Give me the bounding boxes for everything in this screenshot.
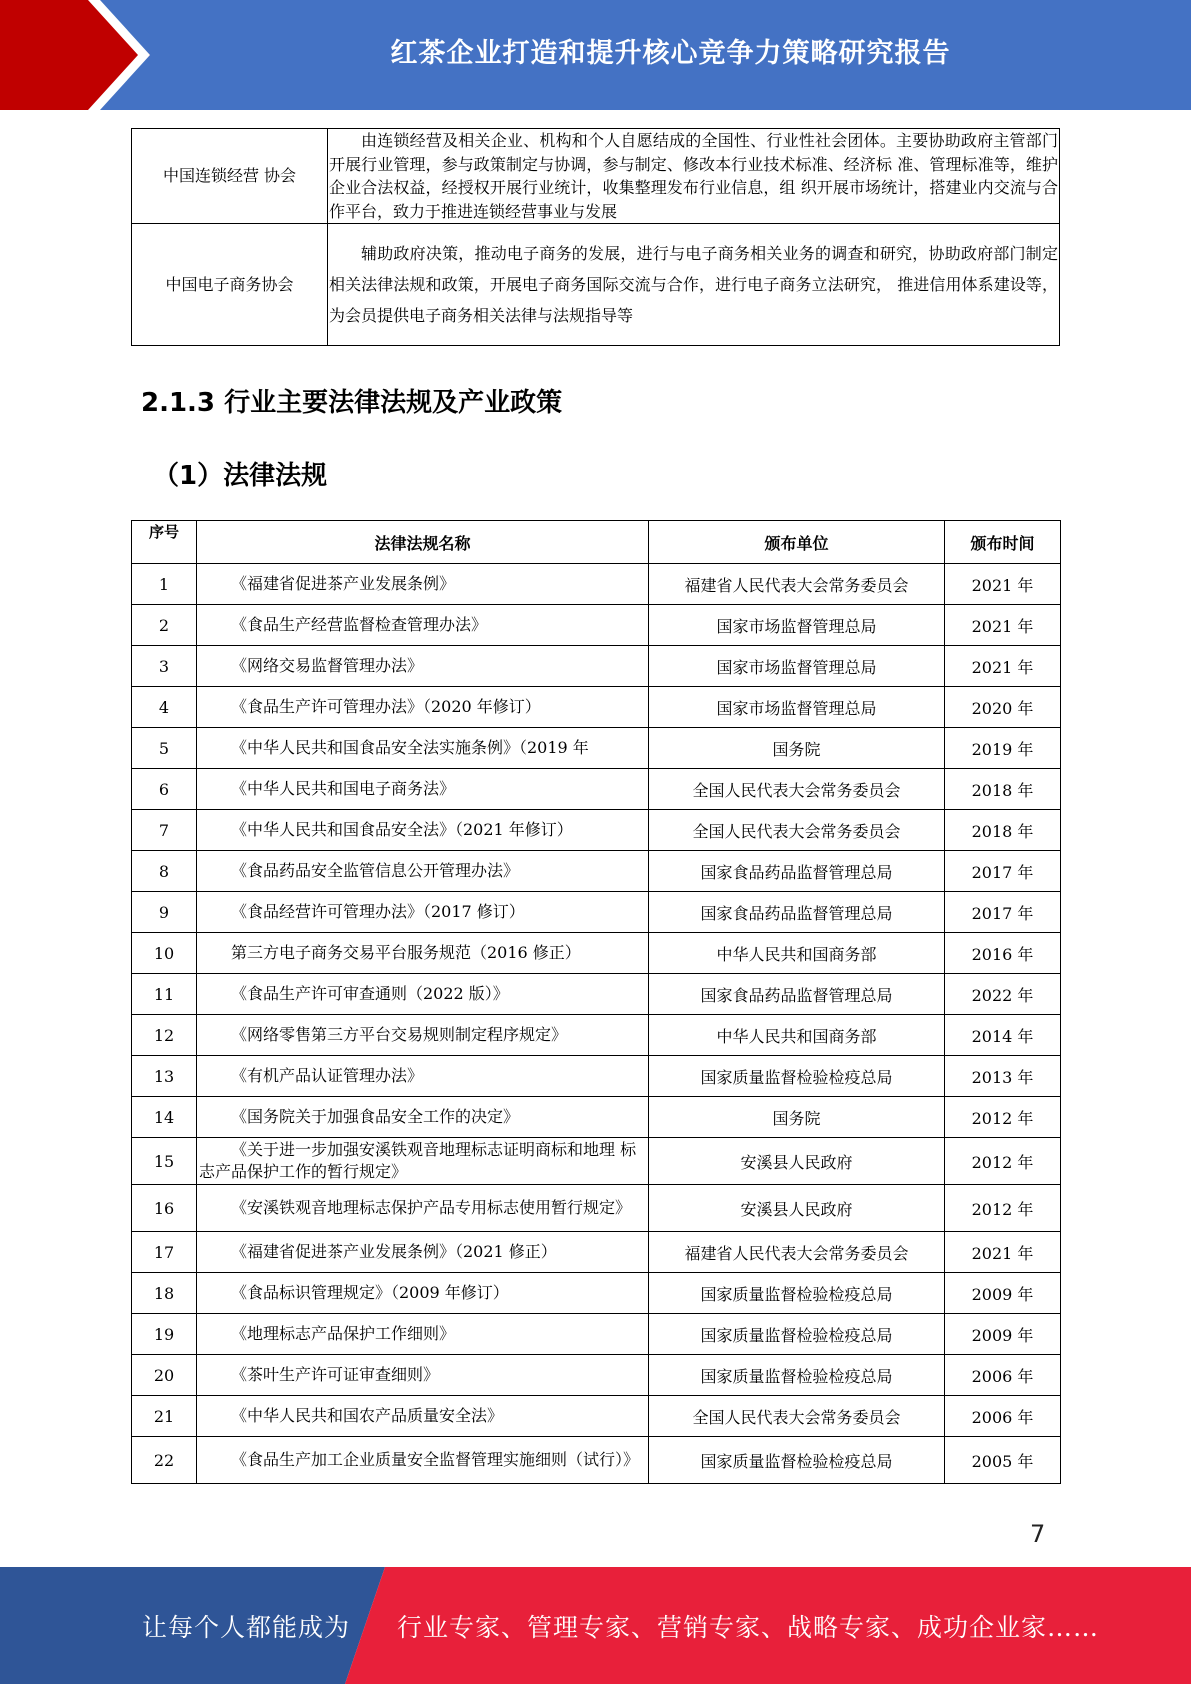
law-name: 《中华人民共和国农产品质量安全法》 bbox=[197, 1396, 649, 1437]
law-issuer: 国家质量监督检验检疫总局 bbox=[649, 1056, 945, 1097]
table-row bbox=[132, 1273, 1061, 1314]
law-issuer: 国务院 bbox=[649, 1097, 945, 1138]
law-issuer: 国家食品药品监督管理总局 bbox=[649, 892, 945, 933]
table-header-row bbox=[132, 521, 1061, 564]
row-number: 16 bbox=[132, 1185, 197, 1232]
law-issuer: 全国人民代表大会常务委员会 bbox=[649, 1396, 945, 1437]
row-number: 22 bbox=[132, 1437, 197, 1484]
law-issuer: 国家质量监督检验检疫总局 bbox=[649, 1314, 945, 1355]
law-name: 《食品生产经营监督检查管理办法》 bbox=[197, 605, 649, 646]
law-year: 2019 年 bbox=[945, 728, 1061, 769]
law-year: 2009 年 bbox=[945, 1314, 1061, 1355]
row-number: 2 bbox=[132, 605, 197, 646]
law-name: 《食品药品安全监管信息公开管理办法》 bbox=[197, 851, 649, 892]
law-issuer: 全国人民代表大会常务委员会 bbox=[649, 769, 945, 810]
law-name: 第三方电子商务交易平台服务规范（2016 修正） bbox=[197, 933, 649, 974]
row-number: 5 bbox=[132, 728, 197, 769]
law-issuer: 国家市场监督管理总局 bbox=[649, 687, 945, 728]
law-year: 2012 年 bbox=[945, 1138, 1061, 1185]
law-year: 2021 年 bbox=[945, 646, 1061, 687]
law-year: 2022 年 bbox=[945, 974, 1061, 1015]
law-name: 《地理标志产品保护工作细则》 bbox=[197, 1314, 649, 1355]
row-number: 14 bbox=[132, 1097, 197, 1138]
header-bar bbox=[0, 0, 1191, 110]
law-issuer: 国家食品药品监督管理总局 bbox=[649, 851, 945, 892]
footer-slogan-left: 让每个人都能成为 bbox=[142, 1612, 351, 1642]
law-year: 2009 年 bbox=[945, 1273, 1061, 1314]
law-issuer: 安溪县人民政府 bbox=[649, 1185, 945, 1232]
table-row bbox=[132, 851, 1061, 892]
law-year: 2018 年 bbox=[945, 810, 1061, 851]
law-year: 2021 年 bbox=[945, 605, 1061, 646]
row-number: 17 bbox=[132, 1232, 197, 1273]
law-year: 2006 年 bbox=[945, 1396, 1061, 1437]
law-issuer: 国家食品药品监督管理总局 bbox=[649, 974, 945, 1015]
row-number: 7 bbox=[132, 810, 197, 851]
table-row bbox=[132, 1138, 1061, 1185]
law-name: 《网络零售第三方平台交易规则制定程序规定》 bbox=[197, 1015, 649, 1056]
header-no: 序号 bbox=[132, 521, 197, 564]
footer-slogan-right: 行业专家、管理专家、营销专家、战略专家、成功企业家…… bbox=[397, 1612, 1100, 1642]
law-issuer: 国家市场监督管理总局 bbox=[649, 646, 945, 687]
row-number: 4 bbox=[132, 687, 197, 728]
law-year: 2017 年 bbox=[945, 892, 1061, 933]
law-year: 2012 年 bbox=[945, 1185, 1061, 1232]
row-number: 20 bbox=[132, 1355, 197, 1396]
law-name: 《食品经营许可管理办法》（2017 修订） bbox=[197, 892, 649, 933]
table-row bbox=[132, 1355, 1061, 1396]
law-table-body bbox=[132, 564, 1061, 1484]
table-row bbox=[132, 1396, 1061, 1437]
table-row bbox=[132, 1232, 1061, 1273]
law-year: 2006 年 bbox=[945, 1355, 1061, 1396]
footer-banner bbox=[0, 1567, 1191, 1684]
table-row bbox=[132, 728, 1061, 769]
header-year: 颁布时间 bbox=[945, 521, 1061, 564]
law-name: 《食品生产许可管理办法》（2020 年修订） bbox=[197, 687, 649, 728]
table-row bbox=[132, 1185, 1061, 1232]
law-name: 《网络交易监督管理办法》 bbox=[197, 646, 649, 687]
law-year: 2021 年 bbox=[945, 1232, 1061, 1273]
law-year: 2013 年 bbox=[945, 1056, 1061, 1097]
table-row bbox=[132, 810, 1061, 851]
law-table bbox=[131, 520, 1061, 1484]
law-year: 2020 年 bbox=[945, 687, 1061, 728]
law-issuer: 国家质量监督检验检疫总局 bbox=[649, 1355, 945, 1396]
law-issuer: 国家市场监督管理总局 bbox=[649, 605, 945, 646]
row-number: 18 bbox=[132, 1273, 197, 1314]
table-row bbox=[132, 1015, 1061, 1056]
law-name: 《中华人民共和国食品安全法》（2021 年修订） bbox=[197, 810, 649, 851]
row-number: 11 bbox=[132, 974, 197, 1015]
row-number: 9 bbox=[132, 892, 197, 933]
law-name: 《中华人民共和国食品安全法实施条例》（2019 年 bbox=[197, 728, 649, 769]
row-number: 12 bbox=[132, 1015, 197, 1056]
law-issuer: 国家质量监督检验检疫总局 bbox=[649, 1437, 945, 1484]
association-description: 辅助政府决策，推动电子商务的发展，进行与电子商务相关业务的调查和研究，协助政府部门制定相关法律法规和政策，开展电子商务国际交流与合作，进行电子商务立法研究， 推进信用体系建设等，为会员提供电子商务相关法律与法规指导等 bbox=[328, 224, 1060, 346]
law-issuer: 国家质量监督检验检疫总局 bbox=[649, 1273, 945, 1314]
law-name: 《食品生产许可审查通则（2022 版）》 bbox=[197, 974, 649, 1015]
association-name: 中国电子商务协会 bbox=[132, 224, 328, 346]
law-name: 《有机产品认证管理办法》 bbox=[197, 1056, 649, 1097]
association-name: 中国连锁经营 协会 bbox=[132, 129, 328, 224]
association-description: 由连锁经营及相关企业、机构和个人自愿结成的全国性、行业性社会团体。主要协助政府主管部门开展行业管理，参与政策制定与协调，参与制定、修改本行业技术标准、经济标 准、管理标准等，维护企业合法权益，经授权开展行业统计，收集整理发布行业信息，组 织开展市场统计，搭建业内交流与合作平台，致力于推进连锁经营事业与发展 bbox=[328, 129, 1060, 224]
row-number: 13 bbox=[132, 1056, 197, 1097]
law-year: 2005 年 bbox=[945, 1437, 1061, 1484]
header-name: 法律法规名称 bbox=[197, 521, 649, 564]
table-row bbox=[132, 605, 1061, 646]
law-issuer: 中华人民共和国商务部 bbox=[649, 1015, 945, 1056]
header-issuer: 颁布单位 bbox=[649, 521, 945, 564]
table-row bbox=[132, 646, 1061, 687]
law-issuer: 福建省人民代表大会常务委员会 bbox=[649, 564, 945, 605]
row-number: 21 bbox=[132, 1396, 197, 1437]
row-number: 6 bbox=[132, 769, 197, 810]
table-row bbox=[132, 129, 1060, 224]
row-number: 8 bbox=[132, 851, 197, 892]
law-year: 2021 年 bbox=[945, 564, 1061, 605]
law-year: 2014 年 bbox=[945, 1015, 1061, 1056]
section-heading: 2.1.3 行业主要法律法规及产业政策 bbox=[141, 388, 563, 418]
subsection-heading: （1）法律法规 bbox=[153, 461, 328, 491]
law-year: 2016 年 bbox=[945, 933, 1061, 974]
row-number: 19 bbox=[132, 1314, 197, 1355]
law-year: 2018 年 bbox=[945, 769, 1061, 810]
table-row bbox=[132, 892, 1061, 933]
table-row bbox=[132, 1437, 1061, 1484]
row-number: 15 bbox=[132, 1138, 197, 1185]
law-name: 《国务院关于加强食品安全工作的决定》 bbox=[197, 1097, 649, 1138]
row-number: 1 bbox=[132, 564, 197, 605]
table-row bbox=[132, 769, 1061, 810]
law-name: 《安溪铁观音地理标志保护产品专用标志使用暂行规定》 bbox=[197, 1185, 649, 1232]
law-name: 《食品标识管理规定》（2009 年修订） bbox=[197, 1273, 649, 1314]
row-number: 10 bbox=[132, 933, 197, 974]
page-number: 7 bbox=[1030, 1520, 1046, 1548]
law-year: 2012 年 bbox=[945, 1097, 1061, 1138]
law-name: 《茶叶生产许可证审查细则》 bbox=[197, 1355, 649, 1396]
law-issuer: 中华人民共和国商务部 bbox=[649, 933, 945, 974]
table-row bbox=[132, 564, 1061, 605]
law-year: 2017 年 bbox=[945, 851, 1061, 892]
law-issuer: 全国人民代表大会常务委员会 bbox=[649, 810, 945, 851]
report-title: 红茶企业打造和提升核心竞争力策略研究报告 bbox=[390, 37, 951, 69]
law-name: 《福建省促进茶产业发展条例》 bbox=[197, 564, 649, 605]
header-arrow-decoration bbox=[0, 0, 150, 110]
law-issuer: 安溪县人民政府 bbox=[649, 1138, 945, 1185]
row-number: 3 bbox=[132, 646, 197, 687]
table-row bbox=[132, 933, 1061, 974]
law-name: 《福建省促进茶产业发展条例》（2021 修正） bbox=[197, 1232, 649, 1273]
law-issuer: 福建省人民代表大会常务委员会 bbox=[649, 1232, 945, 1273]
table-row bbox=[132, 687, 1061, 728]
law-name: 《关于进一步加强安溪铁观音地理标志证明商标和地理 标志产品保护工作的暂行规定》 bbox=[197, 1138, 649, 1185]
table-row bbox=[132, 1314, 1061, 1355]
law-name: 《食品生产加工企业质量安全监督管理实施细则（试行）》 bbox=[197, 1437, 649, 1484]
table-row bbox=[132, 1056, 1061, 1097]
law-name: 《中华人民共和国电子商务法》 bbox=[197, 769, 649, 810]
table-row bbox=[132, 224, 1060, 346]
association-table bbox=[131, 128, 1060, 346]
law-issuer: 国务院 bbox=[649, 728, 945, 769]
table-row bbox=[132, 974, 1061, 1015]
table-row bbox=[132, 1097, 1061, 1138]
